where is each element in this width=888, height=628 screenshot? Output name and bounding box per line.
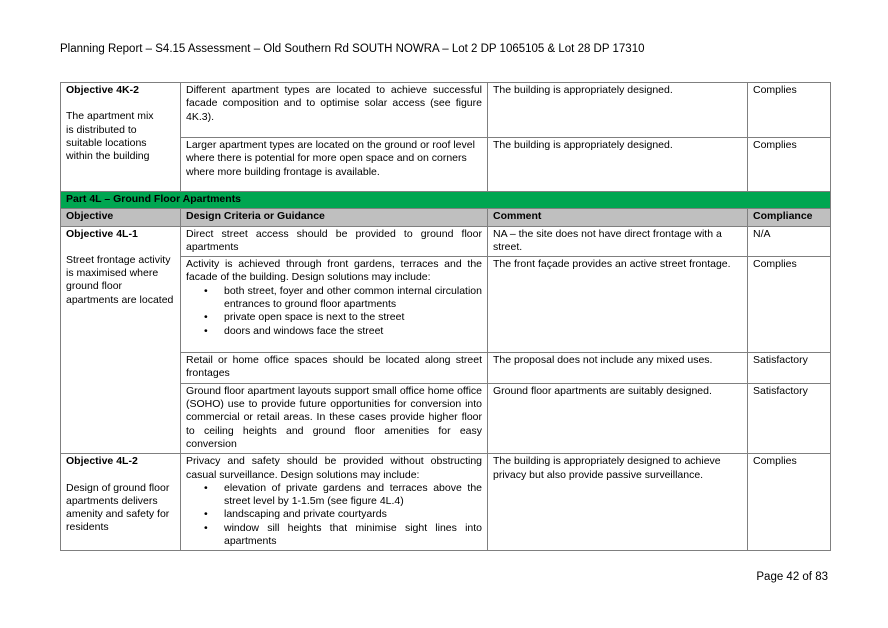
criteria-cell: Different apartment types are located to achieve successful facade composition and to optimise solar access (see figure 4K.3). — [181, 83, 488, 138]
bullet-item: • doors and windows face the street — [224, 325, 482, 338]
page-header: Planning Report – S4.15 Assessment – Old Southern Rd SOUTH NOWRA – Lot 2 DP 1065105 & Lot 28 DP 17310 — [60, 43, 645, 55]
compliance-cell: Satisfactory — [748, 353, 831, 384]
objective-cell — [61, 454, 181, 551]
comment-cell: The building is appropriately designed. — [488, 138, 748, 192]
criteria-cell — [181, 257, 488, 353]
bullet-item: • both street, foyer and other common internal circulation entrances to ground floor apartments — [224, 285, 482, 312]
column-header-comment: Comment — [488, 209, 748, 226]
criteria-cell: Retail or home office spaces should be located along street frontages — [181, 353, 488, 384]
objective-description: Street frontage activity is maximised where ground floor apartments are located — [66, 253, 174, 306]
table-row — [61, 226, 831, 257]
objective-cell — [61, 226, 181, 454]
objective-title: Objective 4K-2 — [66, 84, 139, 96]
bullet-item: • landscaping and private courtyards — [224, 508, 482, 521]
bullet-item: • window sill heights that minimise sight lines into apartments — [224, 522, 482, 549]
column-header-row — [61, 209, 831, 226]
comment-cell: Ground floor apartments are suitably designed. — [488, 383, 748, 453]
table-row — [61, 83, 831, 138]
bullet-item: • elevation of private gardens and terraces above the street level by 1-1.5m (see figure 4L.4) — [224, 482, 482, 509]
section-title: Part 4L – Ground Floor Apartments — [61, 192, 831, 209]
criteria-cell: Ground floor apartment layouts support small office home office (SOHO) use to provide future opportunities for conversion into commercial or retail areas. In these cases provide higher floor to ceiling heights and ground floor amenities for easy conversion — [181, 383, 488, 453]
criteria-cell: Larger apartment types are located on the ground or roof level where there is potential for more open space and on corners where more building frontage is available. — [181, 138, 488, 192]
compliance-cell: Complies — [748, 83, 831, 138]
section-header-row — [61, 192, 831, 209]
table-row — [61, 454, 831, 551]
column-header-objective: Objective — [61, 209, 181, 226]
objective-title: Objective 4L-2 — [66, 455, 138, 468]
objective-title: Objective 4L-1 — [66, 227, 138, 240]
column-header-compliance: Compliance — [748, 209, 831, 226]
criteria-bullet-list — [186, 285, 482, 338]
criteria-intro: Activity is achieved through front gardens, terraces and the facade of the building. Design solutions may include: — [186, 258, 482, 284]
criteria-bullet-list — [186, 482, 482, 548]
comment-cell: The building is appropriately designed. — [488, 83, 748, 138]
column-header-criteria: Design Criteria or Guidance — [181, 209, 488, 226]
compliance-cell: Satisfactory — [748, 383, 831, 453]
comment-cell: The proposal does not include any mixed uses. — [488, 353, 748, 384]
page-number: Page 42 of 83 — [756, 571, 828, 583]
comment-cell: The building is appropriately designed to achieve privacy but also provide passive surveillance. — [488, 454, 748, 551]
objective-cell — [61, 83, 181, 192]
assessment-table — [60, 82, 831, 551]
comment-cell: NA – the site does not have direct frontage with a street. — [488, 226, 748, 257]
compliance-cell: Complies — [748, 257, 831, 353]
compliance-cell: N/A — [748, 226, 831, 257]
bullet-item: • private open space is next to the street — [224, 311, 482, 324]
criteria-cell — [181, 454, 488, 551]
compliance-cell: Complies — [748, 454, 831, 551]
objective-description: The apartment mix is distributed to suitable locations within the building — [66, 110, 154, 163]
criteria-intro: Privacy and safety should be provided without obstructing casual surveillance. Design solutions may include: — [186, 455, 482, 481]
objective-description: Design of ground floor apartments delivers amenity and safety for residents — [66, 481, 170, 534]
compliance-cell: Complies — [748, 138, 831, 192]
criteria-cell: Direct street access should be provided to ground floor apartments — [181, 226, 488, 257]
comment-cell: The front façade provides an active street frontage. — [488, 257, 748, 353]
